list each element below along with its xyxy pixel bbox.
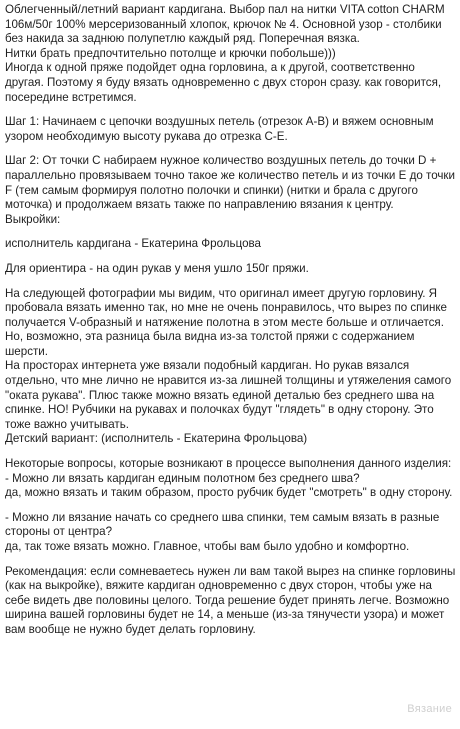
recommendation: Рекомендация: если сомневаетесь нужен ли вам такой вырез на спинке горловины (как на выкройке), вяжите кардиган одновременно с двух сторон, чтобы уже на себе видеть две половины целого. Тогда решение будет принять легче. Возможно ширина вашей горловины будет не 14, а меньше (из-за тянучести узора) и может вам вообще не нужно будет делать горловину. [5,564,456,636]
faq-answer: да, можно вязать и таким образом, просто рубчик будет "смотреть" в одну сторону. [5,486,453,500]
internet-note: На просторах интернета уже вязали подобный кардиган. Но рукав вязался отдельно, что мне лично не нравится из-за лишней толщины и утяжеления самого "оката рукава". Плюс также можно вязать единой деталью без среднего шва на спинке. НО! Рубчики на рукавах и полочках будут "глядеть" в одну сторону. Это тоже важно учитывать. [5,359,452,431]
watermark: Вязание [407,703,452,715]
kids-variant: Детский вариант: (исполнитель - Екатерина Фрольцова) [5,432,308,446]
faq-intro: Некоторые вопросы, которые возникают в процессе выполнения данного изделия: [5,457,452,471]
patterns-label: Выкройки: [5,212,61,226]
intro-neckline-note: Иногда к одной пряже подойдет одна горловина, а к другой, соответственно другая. Поэтому я буду вязать одновременно с двух сторон сразу. как говорится, посередине встретимся. [5,61,442,104]
faq-answer: да, так тоже вязать можно. Главное, чтобы вам было удобно и комфортно. [5,540,410,553]
step-2: Шаг 2: От точки С набираем нужное количество воздушных петель до точки D + параллельно провязываем точно такое же количество петель и из точки Е до точки F (тем самым формируя полотно полочки и спинки) (нитки и брала с другого моточка) и продолжаем вязать также по направлению вязания к центру. [5,154,455,212]
faq-question: - Можно ли вязать кардиган единым полотном без среднего шва? [5,471,360,485]
intro-yarn-tip: Нитки брать предпочтительно потолще и крючки побольше))) [5,46,336,60]
yarn-amount-note: Для ориентира - на один рукав у меня ушло 150г пряжи. [5,261,309,275]
intro-paragraph: Облегченный/летний вариант кардигана. Выбор пал на нитки VITA cotton CHARM 106м/50г 100% мерсеризованный хлопок, крючок № 4. Основной узор - столбики без накида за заднюю полупетлю каждый ряд. Поперечная вязка. [5,3,445,46]
photo-note: На следующей фотографии мы видим, что оригинал имеет другую горловину. Я пробовала вязать именно так, но мне не очень понравилось, что вырез по спинке получается V-образный и натяжение полотна в этом месте больше и отличается. Но, возможно, эта разница была видна из-за толстой пряжи с содержанием шерсти. [5,286,447,358]
faq-question: - Можно ли вязание начать со среднего шва спинки, тем самым вязать в разные стороны от центра? [5,510,440,539]
step-1: Шаг 1: Начинаем с цепочки воздушных петель (отрезок А-В) и вяжем основным узором необходимую высоту рукава до отрезка С-Е. [5,115,434,143]
author-credit: исполнитель кардигана - Екатерина Фрольцова [5,237,262,251]
